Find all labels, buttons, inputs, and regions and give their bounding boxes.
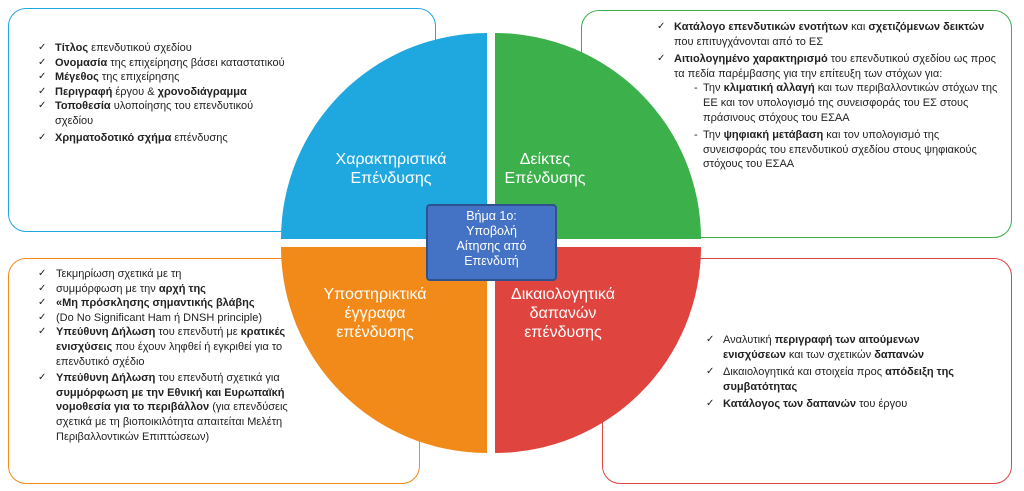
list-item: ✓ Δικαιολογητικά και στοιχεία προς απόδειξη της συμβατότητας bbox=[706, 366, 955, 393]
check-icon: ✓ bbox=[38, 268, 47, 279]
sublist-item: - Την ψηφιακή μετάβαση και τον υπολογισμό της συνεισφοράς του επενδυτικού σχεδίου στους ψηφιακούς στόχους του ΕΣΑΑ bbox=[694, 129, 977, 171]
check-icon: ✓ bbox=[38, 85, 47, 97]
characteristics-list bbox=[38, 41, 288, 145]
step-one-box bbox=[426, 204, 557, 281]
list-item: ✓ Κατάλογος των δαπανών του έργου bbox=[706, 398, 908, 411]
step-one-line: Επενδυτή bbox=[464, 254, 519, 268]
check-icon: ✓ bbox=[38, 282, 47, 294]
quadrant-label-characteristics: Χαρακτηριστικά Επένδυσης bbox=[335, 151, 447, 187]
check-icon: ✓ bbox=[38, 131, 47, 143]
check-icon: ✓ bbox=[38, 297, 47, 309]
list-item: ✓ Κατάλογο επενδυτικών ενοτήτων και σχετιζόμενων δεικτών που επιτυγχάνονται από το ΕΣ bbox=[657, 21, 985, 48]
list-item: ✓ Ονομασία της επιχείρησης βάσει καταστατικού bbox=[38, 56, 285, 69]
quadrant-label-supporting-docs: Υποστηρικτικά έγγραφα επένδυσης bbox=[323, 286, 427, 341]
step-one-line: Αίτησης από bbox=[456, 239, 527, 253]
sublist-item: - Την κλιματική αλλαγή και των περιβαλλοντικών στόχων της ΕΕ και τον υπολογισμό της συνεισφοράς του ΕΣ στους πράσινους στόχους του ΕΣΑΑ bbox=[694, 82, 998, 124]
list-item: ✓ Αιτιολογημένο χαρακτηρισμό του επενδυτικού σχεδίου ως προς τα πεδία παρέμβασης για την επίτευξη των στόχων για: bbox=[657, 53, 996, 80]
step-one-line: Υποβολή bbox=[466, 224, 517, 238]
list-item: ✓ Περιγραφή έργου & χρονοδιάγραμμα bbox=[38, 85, 247, 98]
check-icon: ✓ bbox=[706, 334, 715, 345]
quadrant-label-indicators: Δείκτες Επένδυσης bbox=[504, 151, 586, 187]
check-icon: ✓ bbox=[38, 311, 47, 323]
target-sublist bbox=[589, 81, 1005, 172]
supporting-docs-list bbox=[38, 267, 303, 444]
check-icon: ✓ bbox=[38, 42, 47, 53]
list-item: ✓ Αναλυτική περιγραφή των αιτούμενων ενισχύσεων και των σχετικών δαπανών bbox=[706, 334, 925, 361]
check-icon: ✓ bbox=[657, 21, 666, 32]
list-item: ✓ συμμόρφωση με την αρχή της bbox=[38, 282, 206, 295]
check-icon: ✓ bbox=[657, 53, 666, 65]
check-icon: ✓ bbox=[38, 71, 47, 83]
list-item: ✓ «Μη πρόσκλησης σημαντικής βλάβης bbox=[38, 297, 255, 310]
check-icon: ✓ bbox=[38, 372, 47, 384]
check-icon: ✓ bbox=[38, 326, 47, 338]
list-item: ✓ Τοποθεσία υλοποίησης του επενδυτικού σχεδίου bbox=[38, 100, 254, 127]
list-item: ✓ Υπεύθυνη Δήλωση του επενδυτή με κρατικές ενισχύσεις που έχουν ληφθεί ή εγκριθεί για το επενδυτικό σχέδιο bbox=[38, 326, 286, 368]
expense-docs-list bbox=[706, 333, 976, 412]
list-item: ✓ Τεκμηρίωση σχετικά με τη bbox=[38, 268, 182, 280]
list-item: ✓ (Do No Significant Ham ή DNSH principle) bbox=[38, 311, 263, 324]
indicators-list bbox=[589, 20, 1005, 172]
step-one-title: Βήμα 1ο: bbox=[466, 209, 517, 223]
check-icon: ✓ bbox=[706, 398, 715, 410]
list-item: ✓ Τίτλος επενδυτικού σχεδίου bbox=[38, 42, 192, 54]
check-icon: ✓ bbox=[38, 56, 47, 68]
list-item: ✓ Μέγεθος της επιχείρησης bbox=[38, 71, 180, 84]
check-icon: ✓ bbox=[38, 100, 47, 112]
list-item: ✓ Υπεύθυνη Δήλωση του επενδυτή σχετικά για συμμόρφωση με την Εθνική και Ευρωπαϊκή νομοθεσία για το περιβάλλον (για επενδύσεις σχετικά με τη βιοποικιλότητα απαιτείται Μελέτη Περιβαλλοντικών Επιπτώσεων) bbox=[38, 372, 288, 443]
check-icon: ✓ bbox=[706, 366, 715, 378]
quadrant-label-expense-docs: Δικαιολογητικά δαπανών επένδυσης bbox=[511, 286, 615, 341]
list-item: ✓ Χρηματοδοτικό σχήμα επένδυσης bbox=[38, 131, 228, 144]
